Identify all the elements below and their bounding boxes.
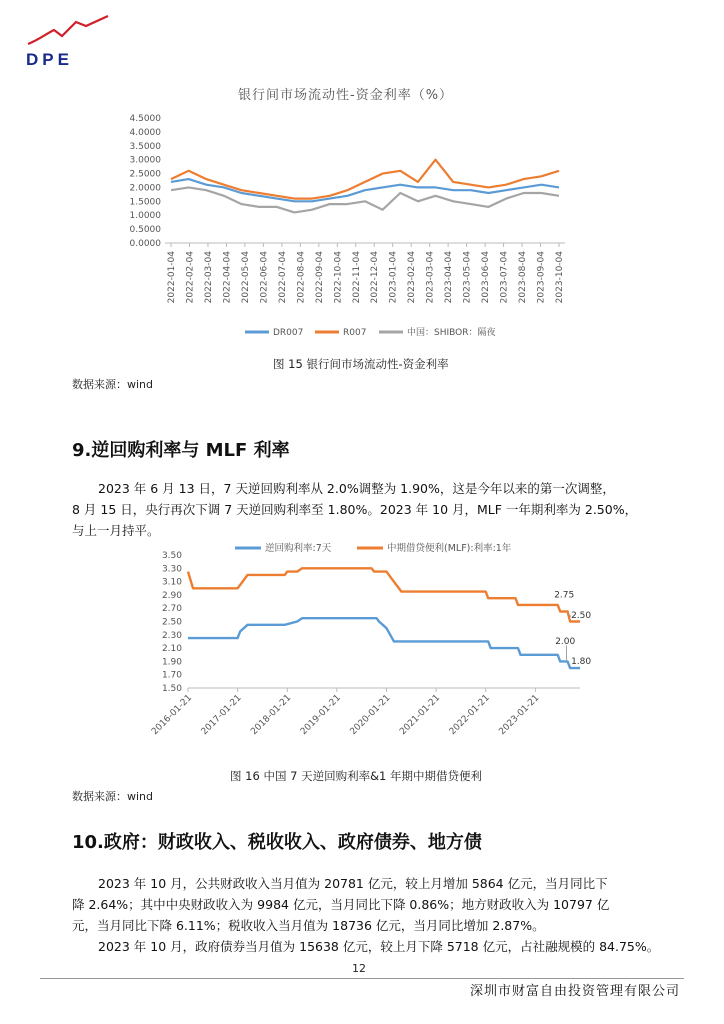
chart1-x-tick-label: 2022-08-04 [296,251,307,304]
chart2-y-tick-label: 2.30 [161,630,182,641]
chart2-y-tick-label: 1.90 [161,657,182,668]
chart1-y-tick-label: 4.5000 [129,114,161,124]
section9-heading: 9.逆回购利率与 MLF 利率 [72,440,290,461]
chart1-x-tick-label: 2022-01-04 [167,251,177,304]
chart1-y-tick-label: 2.5000 [129,169,161,180]
chart1-x-tick-label: 2023-05-04 [462,251,473,304]
chart2-legend-label: 逆回购利率:7天 [265,543,332,554]
chart2-y-tick-label: 2.10 [161,644,182,655]
chart1-interbank-rates [110,110,610,350]
chart2-x-tick-label: 2018-01-21 [249,693,294,738]
chart1-y-tick-label: 0.0000 [129,239,161,249]
chart1-x-tick-label: 2023-02-04 [407,251,418,304]
chart2-annotation-label: 2.00 [555,637,576,648]
chart1-caption: 图 15 银行间市场流动性-资金利率 [273,357,449,371]
chart2-y-tick-label: 3.30 [161,564,182,575]
chart1-y-tick-label: 1.0000 [129,211,161,222]
chart2-y-tick-label: 1.70 [161,670,182,681]
chart2-x-tick-label: 2023-01-21 [497,693,542,738]
section10-line-4: 2023 年 10 月，政府债券当月值为 15638 亿元，较上月下降 5718 亿元，占社融规模的 84.75%。 [98,939,660,954]
section10-line-3: 元，当月同比下降 6.11%；税收收入当月值为 18736 亿元，当月同比增加 2.87%。 [72,918,545,933]
chart2-y-tick-label: 2.50 [161,617,182,628]
chart2-y-tick-label: 2.90 [161,590,182,601]
chart1-x-tick-label: 2023-07-04 [499,251,510,304]
chart2-y-tick-label: 1.50 [161,684,182,694]
chart2-x-tick-label: 2020-01-21 [348,693,393,738]
chart1-x-tick-label: 2022-05-04 [240,251,251,304]
chart1-x-tick-label: 2022-02-04 [185,251,196,304]
chart1-x-tick-label: 2023-01-04 [388,251,399,304]
chart1-x-tick-label: 2023-08-04 [518,251,529,304]
chart1-legend-label: R007 [343,328,367,338]
chart1-source: 数据来源：wind [72,378,154,391]
section9-line-3: 与上一月持平。 [72,523,160,538]
chart1-x-tick-label: 2023-03-04 [425,251,436,304]
section9-paragraph [72,478,662,541]
chart2-x-tick-label: 2016-01-21 [150,693,195,738]
chart1-x-tick-label: 2022-04-04 [222,251,233,304]
chart1-title: 银行间市场流动性-资金利率（%） [238,88,454,103]
logo-text: DPE [26,50,73,69]
chart1-y-tick-label: 2.0000 [129,183,161,194]
chart1-x-tick-label: 2023-10-04 [555,251,565,304]
chart1-legend-label: DR007 [273,328,304,338]
section10-paragraph [72,873,672,957]
chart2-x-tick-label: 2017-01-21 [199,693,244,738]
chart2-series-line [188,568,580,621]
chart1-series-line [171,160,559,199]
section10-heading: 10.政府：财政收入、税收收入、政府债券、地方债 [72,832,482,853]
chart1-x-tick-label: 2022-09-04 [314,250,325,304]
logo-swoosh-icon [24,14,114,50]
chart1-y-tick-label: 1.5000 [129,197,161,208]
chart2-y-tick-label: 2.70 [161,604,182,615]
page-number: 12 [352,962,366,975]
section9-line-2: 8 月 15 日，央行再次下调 7 天逆回购利率至 1.80%。2023 年 10 月，MLF 一年期利率为 2.50%， [72,502,638,517]
chart1-y-tick-label: 4.0000 [129,127,161,138]
chart1-x-tick-label: 2022-10-04 [333,250,344,304]
section10-line-1: 2023 年 10 月，公共财政收入当月值为 20781 亿元，较上月增加 5864 亿元，当月同比下 [98,876,608,891]
chart2-annotation-label: 2.75 [554,590,575,601]
chart2-y-tick-label: 3.50 [161,551,182,561]
chart1-y-tick-label: 0.5000 [129,225,161,236]
chart1-x-tick-label: 2022-12-04 [370,251,381,304]
chart1-x-tick-label: 2023-04-04 [444,251,455,304]
chart2-x-tick-label: 2019-01-21 [298,693,343,738]
footer-company: 深圳市财富自由投资管理有限公司 [470,984,681,999]
chart2-source: 数据来源：wind [72,790,154,803]
chart2-y-tick-label: 3.10 [161,577,182,588]
chart2-x-tick-label: 2021-01-21 [398,693,443,738]
chart2-series-line [188,618,580,668]
chart2-annotation-label: 1.80 [571,657,592,668]
chart2-x-tick-label: 2022-01-21 [447,693,492,738]
chart2-annotation-label: 2.50 [571,611,592,622]
chart1-x-tick-label: 2022-06-04 [259,251,270,304]
chart2-reverse-repo-mlf [140,540,600,750]
chart2-caption: 图 16 中国 7 天逆回购利率&1 年期中期借贷便利 [230,769,483,783]
chart1-legend-label: 中国：SHIBOR：隔夜 [407,328,496,338]
section10-line-2: 降 2.64%；其中中央财政收入为 9984 亿元，当月同比下降 0.86%；地方财政收入为 10797 亿 [72,897,610,912]
chart2-legend-label: 中期借贷便利(MLF):利率:1年 [387,543,512,554]
section9-line-1: 2023 年 6 月 13 日，7 天逆回购利率从 2.0%调整为 1.90%，这是今年以来的第一次调整， [98,481,615,496]
chart1-x-tick-label: 2023-09-04 [536,251,547,304]
chart1-x-tick-label: 2022-11-04 [351,251,362,304]
chart1-x-tick-label: 2022-07-04 [277,251,288,304]
chart1-y-tick-label: 3.0000 [129,155,161,166]
footer-divider [40,978,684,979]
chart1-y-tick-label: 3.5000 [129,141,161,152]
chart1-x-tick-label: 2022-03-04 [203,251,214,304]
chart1-x-tick-label: 2023-06-04 [481,251,492,304]
